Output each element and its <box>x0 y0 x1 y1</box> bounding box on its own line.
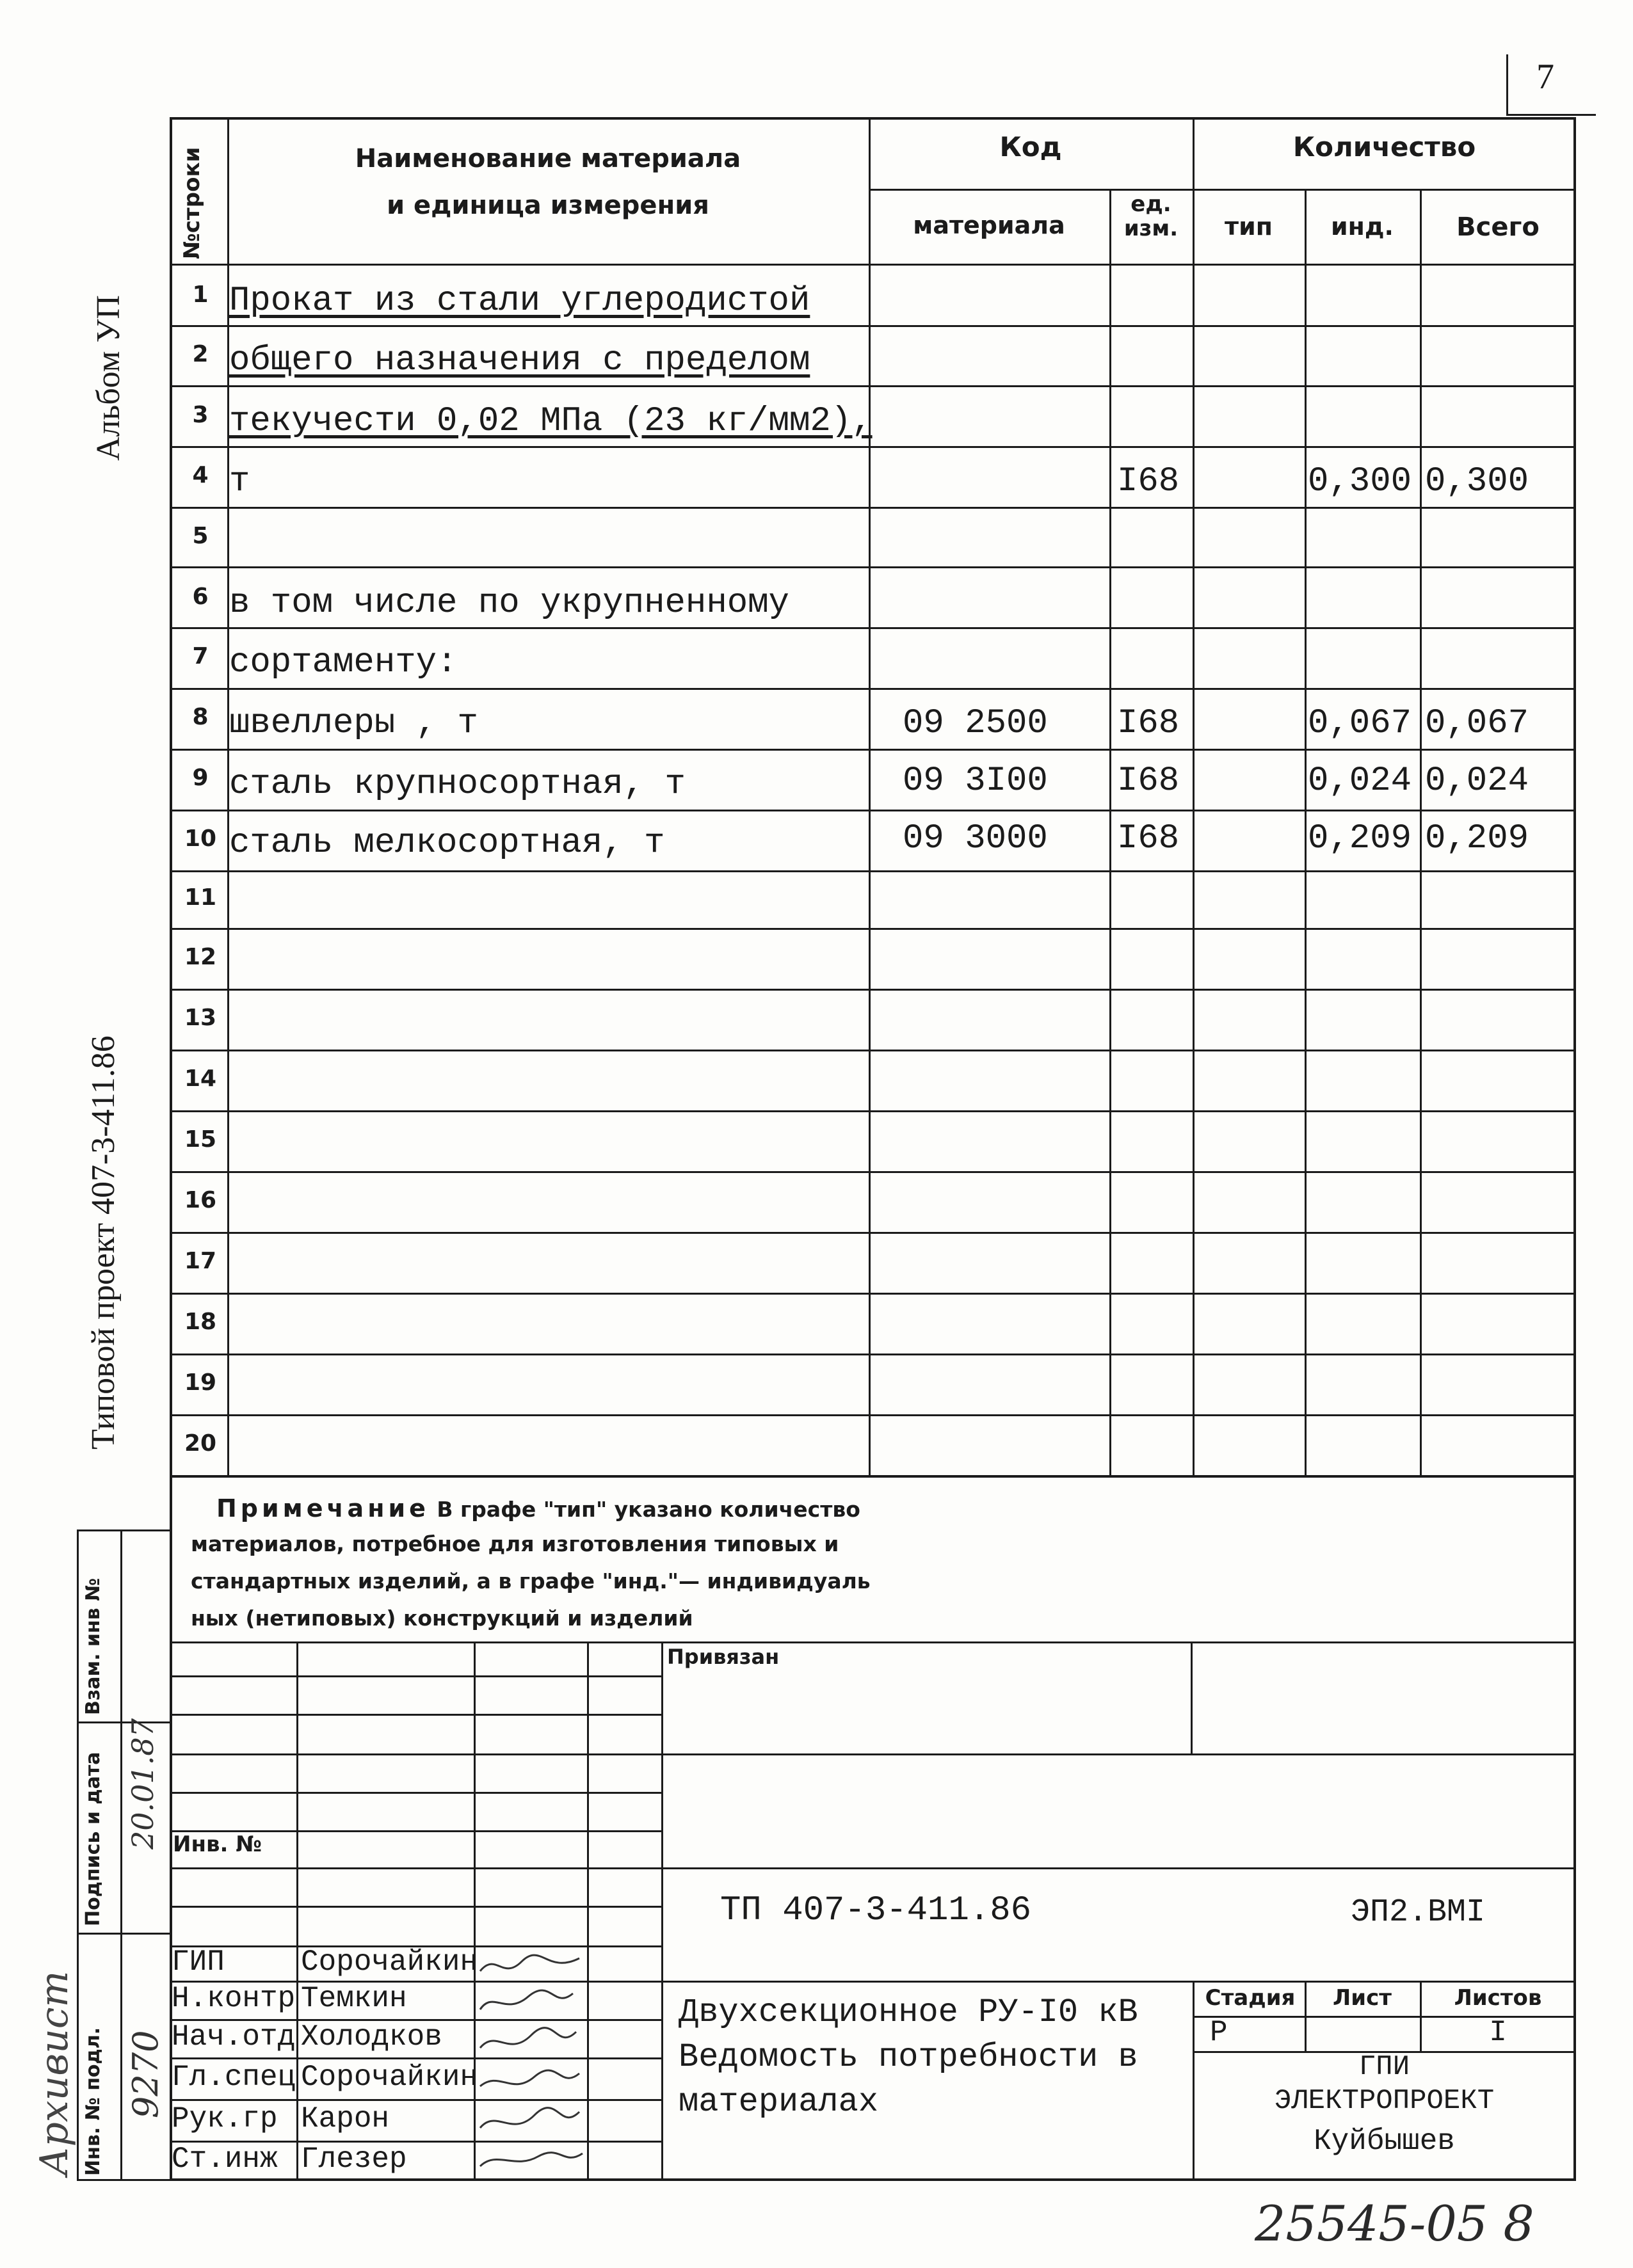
tb-privyazan-divider <box>1191 1641 1193 1753</box>
row-line <box>170 989 1576 991</box>
stage-value: Р <box>1210 2016 1228 2049</box>
stage-label: Стадия <box>1205 1985 1296 2011</box>
page-number: 7 <box>1536 57 1554 97</box>
title-line1: Двухсекционное РУ-I0 кВ <box>679 1993 1138 2031</box>
staff-signatures <box>477 1945 586 2176</box>
header-mid-line <box>869 189 1576 191</box>
row-number: 9 <box>192 765 209 791</box>
sign-date-handwritten: 20.01.87 <box>125 1718 160 1849</box>
title-line2: Ведомость потребности в <box>679 2038 1138 2076</box>
col-line-qty <box>1193 117 1195 1475</box>
row-total: 0,067 <box>1425 704 1529 743</box>
sheets-label: Листов <box>1454 1985 1542 2011</box>
sign-date-label: Подпись и дата <box>82 1752 104 1926</box>
staff-role: Ст.инж <box>172 2143 278 2176</box>
tb-row-line <box>170 1867 661 1869</box>
row-number: 1 <box>192 282 209 308</box>
row-code: 09 2500 <box>903 704 1048 743</box>
staff-role: Нач.отд <box>172 2020 296 2054</box>
row-line <box>170 507 1576 509</box>
tb-main-divider <box>661 1641 663 2181</box>
row-line <box>170 1354 1576 1355</box>
album-label: Альбом УП <box>90 295 127 461</box>
col-line-ind <box>1305 189 1307 1475</box>
row-ind: 0,024 <box>1308 762 1412 801</box>
row-line <box>170 446 1576 448</box>
row-code: 09 3000 <box>903 819 1048 858</box>
org-line3: Куйбышев <box>1314 2125 1455 2158</box>
header-qty-total: Всего <box>1456 212 1540 242</box>
row-code: 09 3I00 <box>903 762 1048 801</box>
row-number: 2 <box>192 341 209 367</box>
header-code-unit: ед. изм. <box>1123 191 1178 241</box>
page-number-divider <box>1506 54 1508 115</box>
row-line <box>170 928 1576 930</box>
row-line <box>170 688 1576 690</box>
row-number: 12 <box>184 944 217 970</box>
row-name: в том числе по укрупненному <box>229 584 789 623</box>
note-line4: ных (нетиповых) конструкций и изделий <box>191 1606 693 1631</box>
row-unit: I68 <box>1117 762 1180 801</box>
row-line <box>170 1414 1576 1416</box>
header-qty: Количество <box>1292 131 1476 163</box>
archive-number: 25545-05 8 <box>1255 2195 1534 2252</box>
org-line2: ЭЛЕКТРОПРОЕКТ <box>1274 2085 1495 2117</box>
row-ind: 0,300 <box>1308 462 1412 501</box>
row-name: общего назначения с пределом <box>229 341 810 380</box>
table-bottom-line <box>170 1475 1576 1478</box>
header-bottom-line <box>170 264 1576 266</box>
row-number: 6 <box>192 584 209 610</box>
row-line <box>170 1050 1576 1051</box>
tb-row-line <box>170 1906 661 1908</box>
doc-code: ТП 407-3-411.86 <box>720 1891 1032 1930</box>
staff-role: Н.контр <box>172 1982 296 2015</box>
row-name: сталь крупносортная, т <box>229 765 686 804</box>
row-line <box>170 810 1576 811</box>
row-number: 13 <box>184 1005 217 1031</box>
row-line <box>170 870 1576 872</box>
row-total: 0,300 <box>1425 462 1529 501</box>
note-line1 <box>191 1494 860 1522</box>
row-unit: I68 <box>1117 704 1180 743</box>
tb-line <box>661 1753 1576 1755</box>
row-number: 14 <box>184 1066 217 1092</box>
row-unit: I68 <box>1117 819 1180 858</box>
side-stamp-divider <box>120 1529 122 2181</box>
col-line-total <box>1420 189 1422 1475</box>
row-number: 7 <box>192 643 209 669</box>
inv-zam-label: Взам. инв № <box>82 1577 104 1715</box>
tb-line <box>661 1867 1576 1869</box>
project-label: Типовой проект 407-3-411.86 <box>85 1035 122 1449</box>
row-line <box>170 325 1576 327</box>
row-line <box>170 1232 1576 1234</box>
tb-row-line <box>170 1753 661 1755</box>
row-number: 15 <box>184 1126 217 1153</box>
row-total: 0,024 <box>1425 762 1529 801</box>
staff-role: Рук.гр <box>172 2102 278 2136</box>
col-line-unit <box>1109 189 1111 1475</box>
staff-role: ГИП <box>172 1945 225 1979</box>
row-number: 10 <box>184 826 217 852</box>
note-title: Примечание <box>216 1494 430 1522</box>
staff-name: Холодков <box>301 2020 442 2054</box>
row-line <box>170 749 1576 751</box>
sheet-label: Лист <box>1333 1985 1392 2011</box>
tb-row-line <box>170 1675 661 1677</box>
row-number: 16 <box>184 1187 217 1213</box>
row-name: Прокат из стали углеродистой <box>229 282 810 321</box>
row-number: 18 <box>184 1309 217 1335</box>
row-number: 3 <box>192 402 209 428</box>
tb-row-line <box>170 1714 661 1716</box>
row-number: 8 <box>192 704 209 730</box>
archive-signature: Архивист <box>32 1970 77 2176</box>
page-number-underline <box>1506 114 1596 116</box>
row-number: 17 <box>184 1248 217 1274</box>
row-unit: I68 <box>1117 462 1180 501</box>
inv-podl-handwritten: 9270 <box>125 2030 166 2118</box>
row-name: сортаменту: <box>229 643 458 682</box>
row-line <box>170 385 1576 387</box>
tb-row-line <box>170 1792 661 1794</box>
staff-role: Гл.спец <box>172 2061 296 2094</box>
col-line-code <box>869 117 871 1475</box>
row-number: 4 <box>192 462 209 488</box>
header-code-material: материала <box>913 211 1065 239</box>
sheets-value: I <box>1489 2016 1507 2049</box>
inv-podl-label: Инв. № подл. <box>82 2027 104 2176</box>
row-name: швеллеры , т <box>229 704 478 743</box>
row-line <box>170 1171 1576 1173</box>
row-ind: 0,067 <box>1308 704 1412 743</box>
note-line1-text: В графе "тип" указано количество <box>429 1497 860 1522</box>
row-number: 5 <box>192 523 209 549</box>
note-line2: материалов, потребное для изготовления типовых и <box>191 1531 839 1556</box>
tb-row-line <box>170 2057 661 2059</box>
staff-name: Карон <box>301 2102 390 2136</box>
row-number: 20 <box>184 1430 217 1457</box>
header-name-line1: Наименование материала <box>355 144 741 173</box>
org-line1: ГПИ <box>1358 2051 1410 2083</box>
inv-no-label: Инв. № <box>173 1832 262 1857</box>
header-qty-type: тип <box>1225 212 1273 241</box>
row-number: 11 <box>184 884 217 911</box>
note-line3: стандартных изделий, а в графе "инд."— индивидуаль <box>191 1569 871 1593</box>
staff-name: Сорочайкин <box>301 1945 478 1979</box>
row-ind: 0,209 <box>1308 819 1412 858</box>
staff-name: Глезер <box>301 2143 407 2176</box>
staff-name: Темкин <box>301 1982 407 2015</box>
header-row-no: №строки <box>179 147 205 259</box>
row-line <box>170 566 1576 568</box>
header-code: Код <box>999 131 1062 163</box>
title-line3: материалах <box>679 2083 879 2121</box>
row-name: сталь мелкосортная, т <box>229 824 665 863</box>
row-name: т <box>229 462 250 501</box>
row-number: 19 <box>184 1370 217 1396</box>
sheet-code: ЭП2.ВМI <box>1351 1894 1486 1931</box>
row-line <box>170 1293 1576 1295</box>
tb-row-line <box>170 2099 661 2101</box>
side-stamp-line2 <box>77 1933 172 1935</box>
tb-line <box>661 1981 1576 1983</box>
row-line <box>170 627 1576 629</box>
row-line <box>170 1110 1576 1112</box>
header-name-line2: и единица измерения <box>387 191 709 220</box>
tb-top-line <box>170 1641 1576 1643</box>
row-total: 0,209 <box>1425 819 1529 858</box>
privyazan-label: Привязан <box>667 1645 780 1669</box>
staff-name: Сорочайкин <box>301 2061 478 2094</box>
header-qty-ind: инд. <box>1330 212 1394 241</box>
row-name: текучести 0,02 МПа (23 кг/мм2), <box>229 402 873 441</box>
